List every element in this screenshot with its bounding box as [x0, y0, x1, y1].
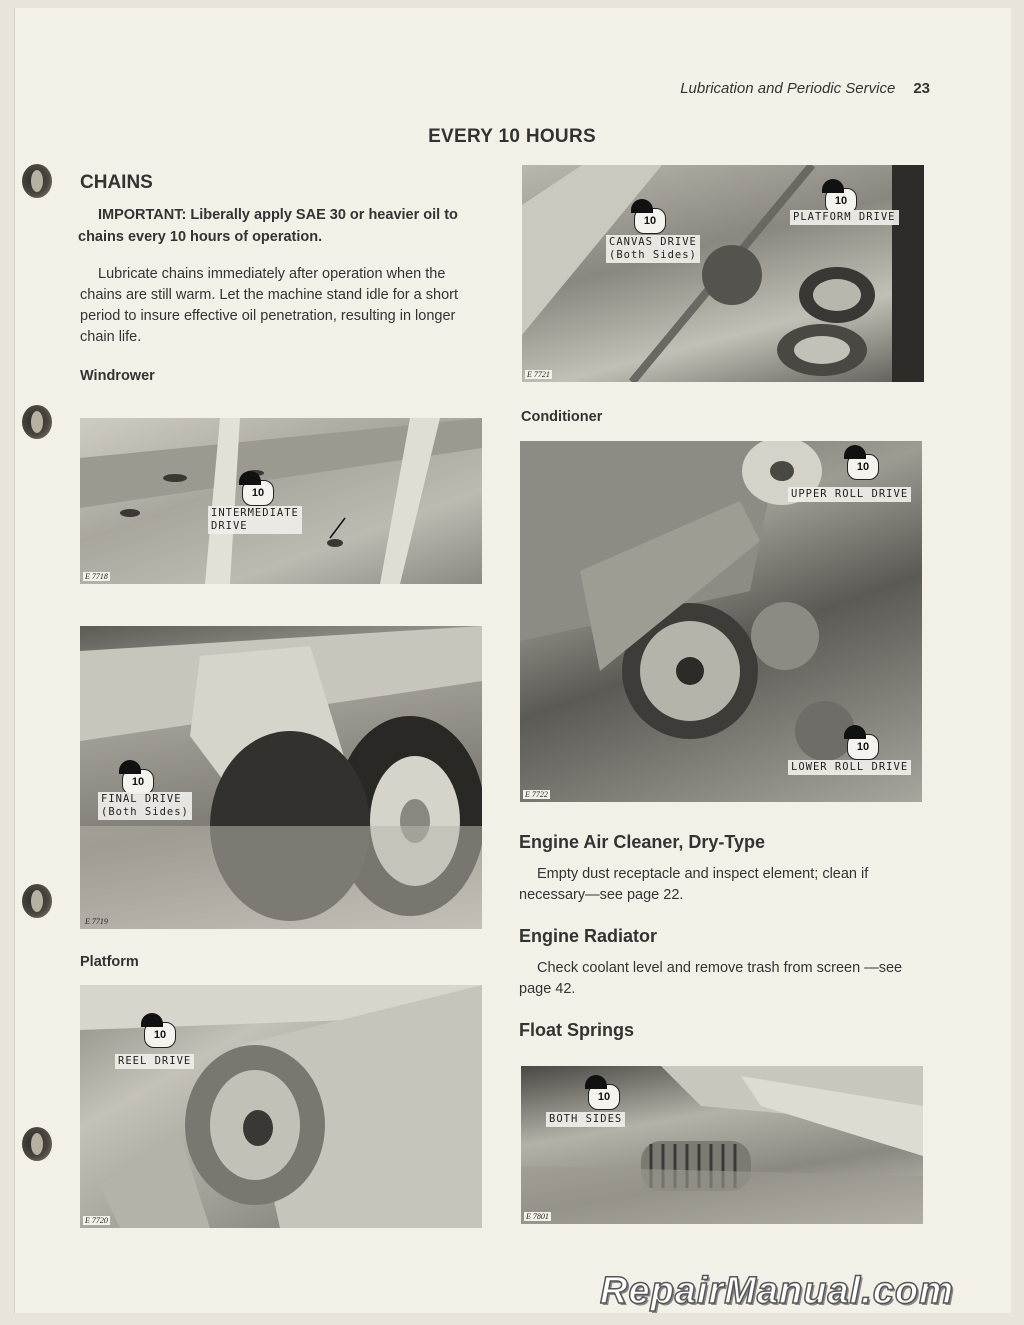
air-cleaner-heading: Engine Air Cleaner, Dry-Type — [519, 832, 766, 852]
figure-number: E 7720 — [85, 1216, 108, 1225]
figure-number: E 7722 — [525, 790, 548, 799]
photo-final-drive — [80, 626, 482, 929]
photo-intermediate-drive — [80, 418, 482, 584]
photo-shapes — [521, 1066, 923, 1224]
radiator-body: Check coolant level and remove trash from screen —see page 42. — [519, 960, 903, 997]
intermediate-drive-callout: INTERMEDIATE DRIVE — [208, 506, 302, 534]
canvas-drive-callout: CANVAS DRIVE (Both Sides) — [606, 235, 700, 263]
punch-hole — [22, 164, 52, 198]
photo-float-springs — [521, 1066, 923, 1224]
ten-hour-badge-icon: 10 — [634, 208, 666, 234]
upper-roll-drive-callout: UPPER ROLL DRIVE — [788, 487, 911, 502]
chains-body: Lubricate chains immediately after operation when the chains are still warm. Let the machine stand idle for a short period to insure effective oil penetration, resulting in longer chain life. — [80, 266, 458, 345]
page-title: EVERY 10 HOURS — [428, 126, 596, 147]
ten-hour-badge-icon: 10 — [242, 480, 274, 506]
photo-shapes — [522, 165, 924, 382]
figure-number: E 7718 — [85, 572, 108, 581]
photo-conditioner-drives — [520, 441, 922, 802]
punch-hole — [22, 405, 52, 439]
both-sides-callout: BOTH SIDES — [546, 1112, 625, 1127]
figure-number: E 7721 — [527, 370, 550, 379]
watermark-logo: RepairManual.com — [600, 1270, 954, 1312]
photo-shapes — [80, 418, 482, 584]
float-springs-heading: Float Springs — [519, 1020, 635, 1040]
page-number: 23 — [913, 80, 930, 97]
punch-hole — [22, 1127, 52, 1161]
ten-hour-badge-icon: 10 — [825, 188, 857, 214]
platform-drive-callout: PLATFORM DRIVE — [790, 210, 899, 225]
ten-hour-badge-icon: 10 — [122, 769, 154, 795]
photo-platform-drive — [522, 165, 924, 382]
section-title: Lubrication and Periodic Service — [680, 80, 896, 97]
platform-subhead: Platform — [80, 954, 139, 970]
air-cleaner-body: Empty dust receptacle and inspect element; clean if necessary—see page 22. — [519, 866, 869, 903]
ten-hour-badge-icon: 10 — [588, 1084, 620, 1110]
ten-hour-badge-icon: 10 — [144, 1022, 176, 1048]
reel-drive-callout: REEL DRIVE — [115, 1054, 194, 1069]
figure-number: E 7719 — [85, 917, 108, 926]
photo-reel-drive — [80, 985, 482, 1228]
important-note: IMPORTANT: Liberally apply SAE 30 or heavier oil to chains every 10 hours of operation. — [78, 207, 458, 245]
chains-heading: CHAINS — [80, 172, 153, 193]
figure-number: E 7801 — [526, 1212, 549, 1221]
punch-hole — [22, 884, 52, 918]
windrower-subhead: Windrower — [80, 368, 155, 384]
ten-hour-badge-icon: 10 — [847, 454, 879, 480]
conditioner-subhead: Conditioner — [521, 409, 603, 425]
lower-roll-drive-callout: LOWER ROLL DRIVE — [788, 760, 911, 775]
final-drive-callout: FINAL DRIVE (Both Sides) — [98, 792, 192, 820]
running-header — [620, 80, 930, 97]
radiator-heading: Engine Radiator — [519, 926, 658, 946]
ten-hour-badge-icon: 10 — [847, 734, 879, 760]
